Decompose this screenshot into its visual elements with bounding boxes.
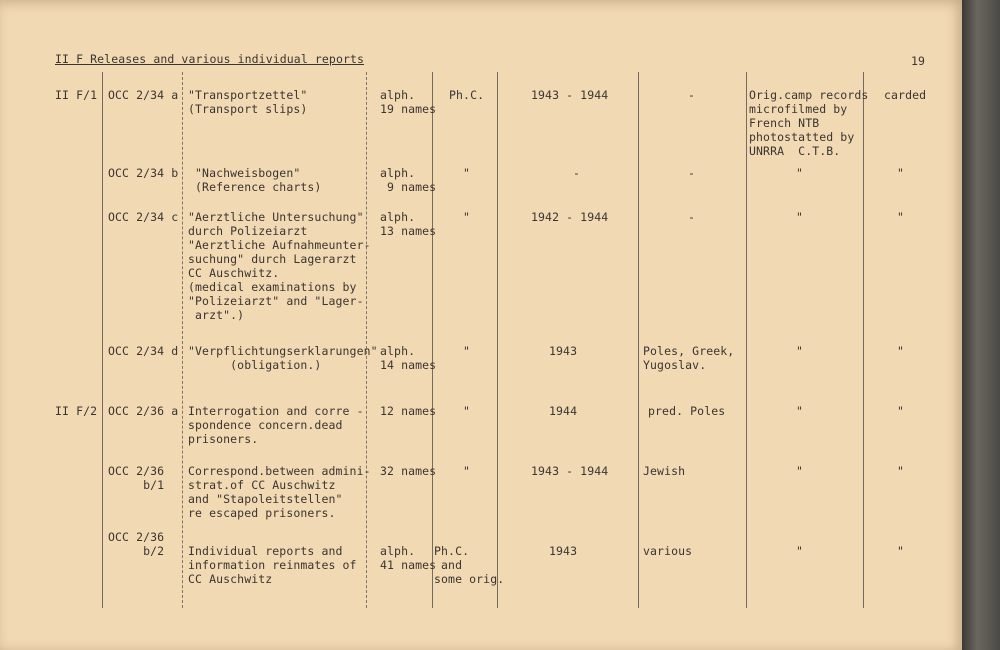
group-label: II F/1 bbox=[55, 88, 98, 102]
description-cell: "Transportzettel" (Transport slips) bbox=[188, 88, 308, 116]
dates-cell: 1943 bbox=[549, 544, 578, 558]
form-cell: Ph.C. bbox=[449, 88, 485, 102]
column-rule bbox=[432, 72, 433, 608]
dates-cell: - bbox=[573, 166, 581, 180]
dates-cell: 1942 - 1944 bbox=[531, 210, 609, 224]
dates-cell: 1943 - 1944 bbox=[531, 88, 609, 102]
arrangement-cell: 32 names bbox=[380, 464, 437, 478]
nationality-cell: Jewish bbox=[643, 464, 686, 478]
status-cell: carded bbox=[884, 88, 927, 102]
remarks-cell: " bbox=[796, 404, 804, 418]
remarks-cell: " bbox=[796, 464, 804, 478]
form-cell: " bbox=[463, 464, 471, 478]
arrangement-cell: alph. 14 names bbox=[380, 344, 437, 372]
arrangement-cell: alph. 9 names bbox=[380, 166, 437, 194]
dates-cell: 1943 - 1944 bbox=[531, 464, 609, 478]
form-cell: " bbox=[463, 404, 471, 418]
status-cell: " bbox=[897, 404, 905, 418]
remarks-cell: " bbox=[796, 166, 804, 180]
status-cell: " bbox=[897, 166, 905, 180]
remarks-cell: Orig.camp records microfilmed by French NTB photostatted by UNRRA C.T.B. bbox=[749, 88, 869, 158]
arrangement-cell: alph. 19 names bbox=[380, 88, 437, 116]
arrangement-cell: alph. 13 names bbox=[380, 210, 437, 238]
reference-cell: OCC 2/36 a bbox=[108, 404, 179, 418]
nationality-cell: - bbox=[688, 166, 696, 180]
dates-cell: 1943 bbox=[549, 344, 578, 358]
column-rule bbox=[497, 72, 498, 608]
scanner-edge bbox=[962, 0, 1000, 650]
group-label: II F/2 bbox=[55, 404, 98, 418]
status-cell: " bbox=[897, 544, 905, 558]
reference-cell: OCC 2/34 d bbox=[108, 344, 179, 358]
description-cell: "Nachweisbogen" (Reference charts) bbox=[195, 166, 322, 194]
reference-cell: OCC 2/36 b/2 bbox=[108, 530, 165, 558]
status-cell: " bbox=[897, 344, 905, 358]
status-cell: " bbox=[897, 210, 905, 224]
reference-cell: OCC 2/34 c bbox=[108, 210, 179, 224]
column-rule bbox=[366, 72, 367, 608]
page-number: 19 bbox=[911, 54, 926, 68]
remarks-cell: " bbox=[796, 210, 804, 224]
column-rule bbox=[182, 72, 183, 608]
remarks-cell: " bbox=[796, 544, 804, 558]
nationality-cell: Poles, Greek, Yugoslav. bbox=[643, 344, 735, 372]
description-cell: "Verpflichtungserklarungen" (obligation.) bbox=[188, 344, 378, 372]
description-cell: Interrogation and corre - spondence concern.dead prisoners. bbox=[188, 404, 364, 446]
nationality-cell: various bbox=[643, 544, 693, 558]
reference-cell: OCC 2/36 b/1 bbox=[108, 464, 165, 492]
description-cell: Individual reports and information reinmates of CC Auschwitz bbox=[188, 544, 357, 586]
nationality-cell: - bbox=[688, 88, 696, 102]
form-cell: Ph.C. and some orig. bbox=[434, 544, 505, 586]
column-rule bbox=[746, 72, 747, 608]
description-cell: "Aerztliche Untersuchung" durch Polizeiarzt "Aerztliche Aufnahmeunter- suchung" durch Lagerarzt CC Auschwitz. (medical examinations by "Polizeiarzt" and "Lager- arzt".) bbox=[188, 210, 371, 322]
form-cell: " bbox=[463, 166, 471, 180]
section-title: II F Releases and various individual reports bbox=[55, 52, 365, 66]
column-rule bbox=[638, 72, 639, 608]
column-rule bbox=[102, 72, 103, 608]
description-cell: Correspond.between admini- strat.of CC Auschwitz and "Stapoleitstellen" re escaped prisoners. bbox=[188, 464, 371, 520]
remarks-cell: " bbox=[796, 344, 804, 358]
nationality-cell: - bbox=[688, 210, 696, 224]
dates-cell: 1944 bbox=[549, 404, 578, 418]
arrangement-cell: alph. 41 names bbox=[380, 544, 437, 572]
reference-cell: OCC 2/34 a bbox=[108, 88, 179, 102]
form-cell: " bbox=[463, 344, 471, 358]
status-cell: " bbox=[897, 464, 905, 478]
arrangement-cell: 12 names bbox=[380, 404, 437, 418]
nationality-cell: pred. Poles bbox=[648, 404, 726, 418]
form-cell: " bbox=[463, 210, 471, 224]
reference-cell: OCC 2/34 b bbox=[108, 166, 179, 180]
